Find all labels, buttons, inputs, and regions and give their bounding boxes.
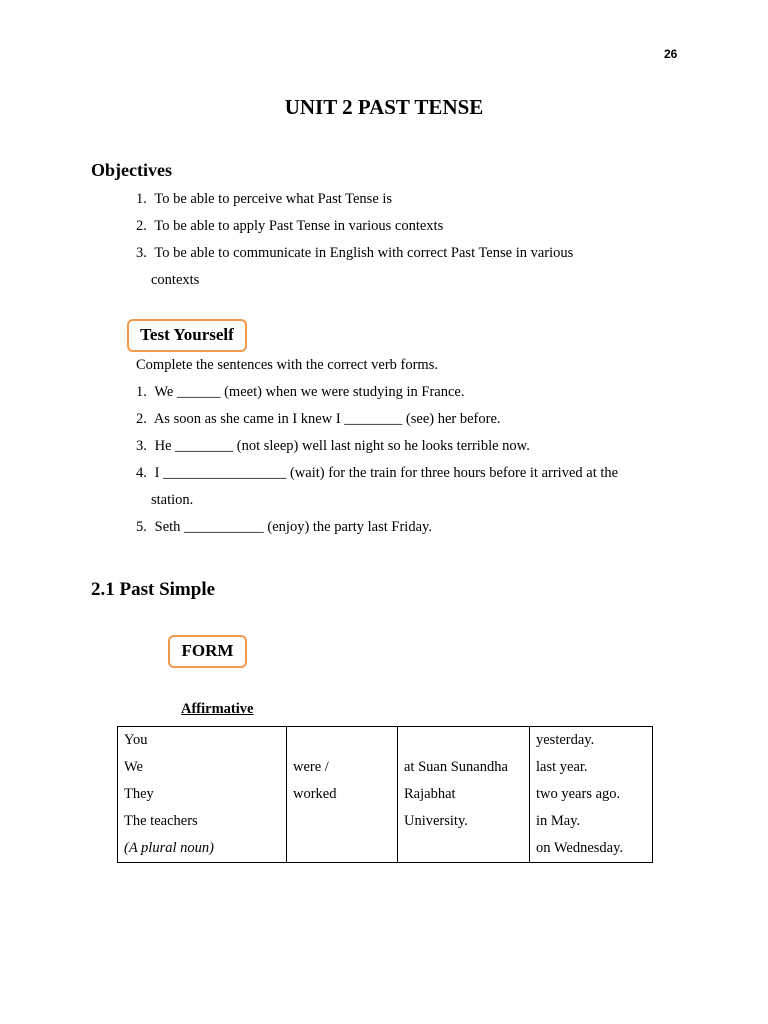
time-text: in May.: [536, 813, 581, 829]
affirmative-label: Affirmative: [181, 701, 254, 717]
place-text: University.: [404, 813, 468, 829]
verb-text: were /: [293, 759, 329, 775]
place-text: at Suan Sunandha: [404, 759, 508, 775]
time-text: yesterday.: [536, 732, 595, 748]
objective-text: To be able to perceive what Past Tense is: [154, 191, 393, 207]
times-cell: [530, 727, 653, 863]
objective-text: To be able to communicate in English with correct Past Tense in various: [154, 245, 574, 261]
time-text: two years ago.: [536, 786, 621, 802]
objective-item: [136, 240, 573, 267]
table-row: [118, 727, 653, 863]
exercise-number: 1.: [136, 384, 147, 400]
exercise-item: [136, 379, 618, 406]
exercise-text: As soon as she came in I knew I ________ (see) her before.: [153, 411, 501, 427]
objective-number: 3.: [136, 245, 147, 261]
exercise-number: 2.: [136, 411, 147, 427]
objective-item: [136, 186, 573, 213]
exercise-number: 5.: [136, 519, 147, 535]
place-cell: [398, 727, 530, 863]
exercise-text: He ________ (not sleep) well last night so he looks terrible now.: [154, 438, 530, 454]
objective-continuation: contexts: [151, 272, 200, 288]
exercise-continuation: station.: [151, 492, 194, 508]
exercise-item: [136, 514, 618, 541]
test-yourself-label: Test Yourself: [127, 319, 247, 352]
objective-number: 2.: [136, 218, 147, 234]
time-text: last year.: [536, 759, 588, 775]
exercise-text: We ______ (meet) when we were studying in France.: [154, 384, 465, 400]
place-text: Rajabhat: [404, 786, 456, 802]
time-text: on Wednesday.: [536, 840, 624, 856]
subject-text: The teachers: [124, 813, 198, 829]
verb-text: worked: [293, 786, 337, 802]
subject-text: (A plural noun): [124, 840, 214, 856]
exercise-number: 4.: [136, 465, 147, 481]
page-number: 26: [664, 47, 678, 61]
exercise-item: [136, 433, 618, 460]
past-simple-heading: 2.1 Past Simple: [91, 579, 216, 600]
exercise-list: [136, 379, 618, 541]
subject-text: You: [124, 732, 148, 748]
exercise-text: I _________________ (wait) for the train for three hours before it arrived at the: [154, 465, 619, 481]
subject-text: They: [124, 786, 154, 802]
affirmative-table: [117, 726, 653, 863]
exercise-number: 3.: [136, 438, 147, 454]
exercise-text: Seth ___________ (enjoy) the party last Friday.: [154, 519, 432, 535]
objective-text: To be able to apply Past Tense in various contexts: [154, 218, 444, 234]
exercise-item: [136, 460, 618, 487]
objective-item: [136, 213, 573, 240]
form-label: FORM: [168, 635, 247, 668]
exercise-item: [136, 406, 618, 433]
subject-text: We: [124, 759, 143, 775]
objectives-heading: Objectives: [91, 160, 172, 180]
objective-number: 1.: [136, 191, 147, 207]
subjects-cell: [118, 727, 287, 863]
unit-title: UNIT 2 PAST TENSE: [284, 95, 484, 119]
objectives-list: [136, 186, 573, 294]
verbs-cell: [287, 727, 398, 863]
exercise-instruction: Complete the sentences with the correct verb forms.: [136, 357, 438, 373]
